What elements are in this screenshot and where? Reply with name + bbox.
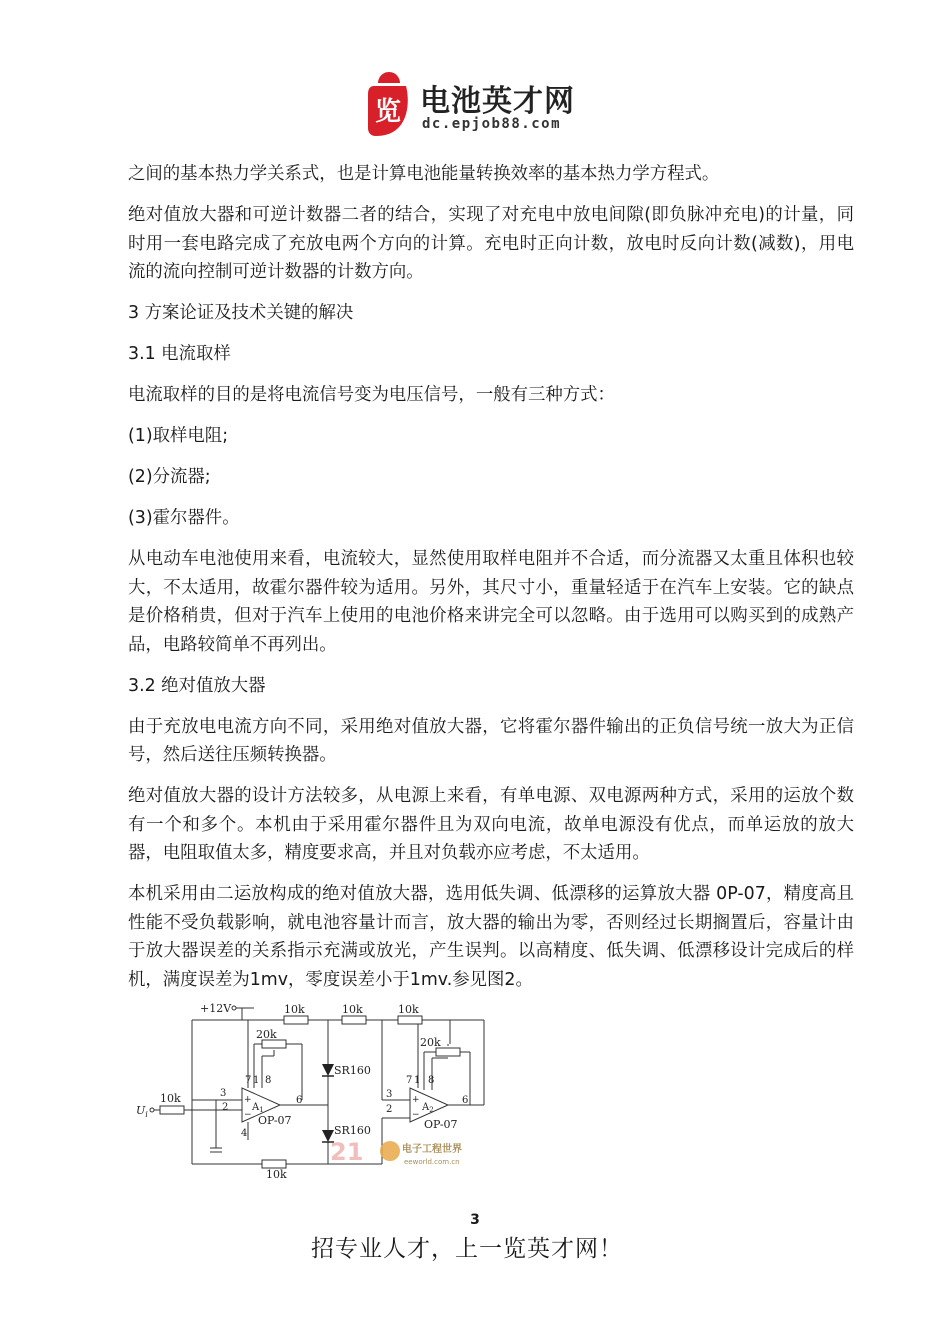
pin-label: 3 (220, 1088, 227, 1099)
label-amp1: $A_1$ (252, 1102, 264, 1114)
supply-label: +12V (200, 1002, 232, 1015)
diode-sr160-1-icon (322, 1064, 334, 1076)
pin-label: 1 (414, 1075, 421, 1086)
label-pot1: 20k (256, 1028, 277, 1041)
paragraph: 绝对值放大器的设计方法较多，从电源上来看，有单电源、双电源两种方式，采用的运放个数有一个和多个。本机由于采用霍尔器件且为双向电流，故单电源没有优点，而单运放的放大器，电阻取值太多，精度要求高，并且对负载亦应考虑，不太适用。 (128, 786, 854, 863)
footer-slogan: 招专业人才，上一览英才网！ (311, 1236, 623, 1262)
potentiometer-20k-1 (262, 1040, 286, 1048)
label-r-top2: 10k (342, 1003, 363, 1016)
pin-label: 7 (245, 1075, 252, 1086)
paragraph: 由于充放电电流方向不同，采用绝对值放大器，它将霍尔器件输出的正负信号统一放大为正信号，然后送往压频转换器。 (128, 716, 854, 765)
list-item: (2)分流器; (128, 467, 211, 487)
label-diode2: SR160 (334, 1124, 371, 1137)
supply-terminal (232, 1006, 236, 1010)
pin-sign: − (244, 1110, 252, 1120)
resistor-10k-top3 (398, 1016, 422, 1024)
label-opamp2-model: OP-07 (424, 1118, 458, 1131)
watermark-cn: 电子工程世界 (402, 1144, 462, 1155)
paragraph: 本机采用由二运放构成的绝对值放大器，选用低失调、低漂移的运算放大器 0P-07，精度高且性能不受负载影响，就电池容量计而言，放大器的输出为零，否则经过长期搁置后，容量计由于放大器误差的关系指示充满或放光，产生误判。以高精度、低失调、低漂移设计完成后的样机，满度误差为1mv，零度误差小于1mv.参见图2。 (128, 884, 854, 990)
paragraph: 电流取样的目的是将电流信号变为电压信号，一般有三种方式： (128, 385, 615, 405)
paragraph: 之间的基本热力学关系式，也是计算电池能量转换效率的基本热力学方程式。 (128, 164, 720, 184)
label-amp2: $A_2$ (422, 1102, 434, 1114)
label-opamp1-model: OP-07 (258, 1114, 292, 1127)
label-r-bottom: 10k (266, 1168, 287, 1180)
pin-label: 4 (241, 1128, 248, 1139)
subsection-heading: 3.2 绝对值放大器 (128, 675, 266, 696)
pin-sign: + (244, 1095, 252, 1105)
logo-url: dc.epjob88.com (422, 116, 562, 132)
input-label: $U_i$ (136, 1104, 148, 1119)
list-item: (3)霍尔器件。 (128, 508, 240, 528)
label-r-top1: 10k (284, 1003, 305, 1016)
subsection-heading: 3.1 电流取样 (128, 344, 231, 364)
watermark (330, 1138, 462, 1166)
watermark-logo-icon (380, 1141, 400, 1161)
paragraph: 绝对值放大器和可逆计数器二者的结合，实现了对充电中放电间隙(即负脉冲充电)的计量，同时用一套电路完成了充放电两个方向的计算。充电时正向计数，放电时反向计数(减数)，用电流的流向控制可逆计数器的计数方向。 (128, 205, 854, 282)
potentiometer-20k-2 (436, 1048, 460, 1056)
site-logo (362, 68, 592, 144)
paragraph: 从电动车电池使用来看，电流较大，显然使用取样电阻并不合适，而分流器又太重且体积也较大，不太适用，故霍尔器件较为适用。另外，其尺寸小，重量轻适于在汽车上安装。它的缺点是价格稍贵，但对于汽车上使用的电池价格来讲完全可以忽略。由于选用可以购买到的成熟产品，电路较简单不再列出。 (128, 549, 854, 655)
pin-label: 6 (462, 1095, 469, 1106)
pin-label: 2 (386, 1104, 393, 1115)
pin-label: 6 (296, 1095, 303, 1106)
watermark-url: eeworld.com.cn (404, 1158, 460, 1166)
label-pot2: 20k (420, 1036, 441, 1049)
label-r-top3: 10k (398, 1003, 419, 1016)
page-number: 3 (470, 1212, 480, 1228)
pin-label: 1 (253, 1075, 260, 1086)
logo-mark-icon (366, 70, 412, 138)
pin-label: 8 (428, 1075, 435, 1086)
resistor-10k-input (160, 1106, 184, 1114)
pin-label: 3 (386, 1089, 393, 1100)
circuit-diagram (132, 1000, 498, 1180)
input-terminal (150, 1108, 154, 1112)
pin-label: 2 (222, 1102, 229, 1113)
label-r-input: 10k (160, 1092, 181, 1105)
list-item: (1)取样电阻; (128, 426, 229, 446)
circuit-wires (152, 1008, 484, 1164)
document-body (128, 160, 854, 1007)
watermark-number: 21 (330, 1138, 364, 1166)
pin-label: 8 (265, 1075, 272, 1086)
logo-title: 电池英才网 (420, 84, 575, 119)
logo-glyph: 览 (374, 97, 402, 127)
pin-sign: − (412, 1110, 420, 1120)
pin-label: 7 (406, 1075, 413, 1086)
resistor-10k-top2 (342, 1016, 366, 1024)
section-heading: 3 方案论证及技术关键的解决 (128, 303, 354, 323)
pin-sign: + (412, 1095, 420, 1105)
label-diode1: SR160 (334, 1064, 371, 1077)
resistor-10k-top1 (284, 1016, 308, 1024)
resistor-10k-bottom (262, 1160, 286, 1168)
